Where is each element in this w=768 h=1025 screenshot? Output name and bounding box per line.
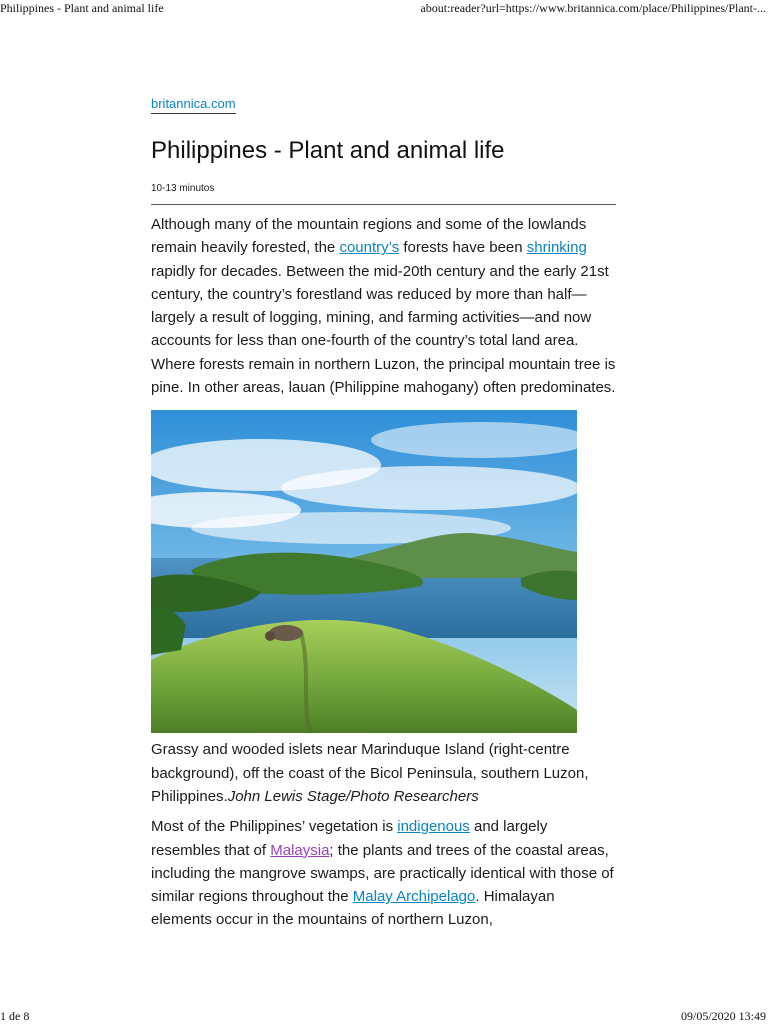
link-malaysia[interactable]: Malaysia (270, 841, 330, 859)
caption-credit: John Lewis Stage/Photo Researchers (227, 787, 479, 805)
paragraph-text: Most of the Philippines’ vegetation is (151, 818, 398, 836)
paragraph-text: Although many of the mountain regions and some of the lowlands remain heavily forested, the (151, 216, 587, 257)
paragraph-text: and largely resembles that of (151, 818, 548, 859)
article-title: Philippines - Plant and animal life (151, 137, 505, 164)
paragraph-text: forests have been (399, 239, 527, 257)
paragraph-text: ; the plants and trees of the coastal areas, including the mangrove swamps, are practically identical with those of similar regions throughout the (151, 841, 614, 906)
print-header-url: about:reader?url=https://www.britannica.com/place/Philippines/Plant-... (420, 1, 766, 15)
paragraph-text: . Himalayan elements occur in the mountains of northern Luzon, (151, 888, 555, 929)
link-indigenous[interactable]: indigenous (397, 818, 470, 836)
reading-time: 10-13 minutos (151, 183, 215, 194)
caption-text: Grassy and wooded islets near Marinduque Island (right-centre background), off the coast of the Bicol Peninsula, southern Luzon, Philippines. (151, 741, 589, 805)
source-domain-link[interactable]: britannica.com (151, 96, 236, 114)
link-malay-archipelago[interactable]: Malay Archipelago (352, 888, 476, 906)
islets-photo (151, 410, 577, 733)
header-divider (151, 204, 616, 205)
page-counter: 1 de 8 (0, 1009, 30, 1023)
link-shrinking[interactable]: shrinking (526, 239, 587, 257)
print-header (0, 1, 768, 17)
photo-caption (151, 738, 617, 808)
paragraph-text: rapidly for decades. Between the mid-20th century and the early 21st century, the country’s forestland was reduced by more than half—largely a result of logging, mining, and farming activities—and now accounts for less than one-fourth of the country’s total land area. Where forests remain in northern Luzon, the principal mountain tree is pine. In other areas, lauan (Philippine mahogany) often predominates. (151, 262, 616, 397)
print-datetime: 09/05/2020 13:49 (680, 1009, 766, 1023)
reader-view (151, 95, 617, 932)
print-header-title: Philippines - Plant and animal life (0, 1, 164, 15)
print-footer (0, 1009, 768, 1025)
paragraph-forests (151, 213, 617, 399)
paragraph-vegetation (151, 815, 617, 931)
link-countrys[interactable]: country’s (339, 239, 400, 257)
